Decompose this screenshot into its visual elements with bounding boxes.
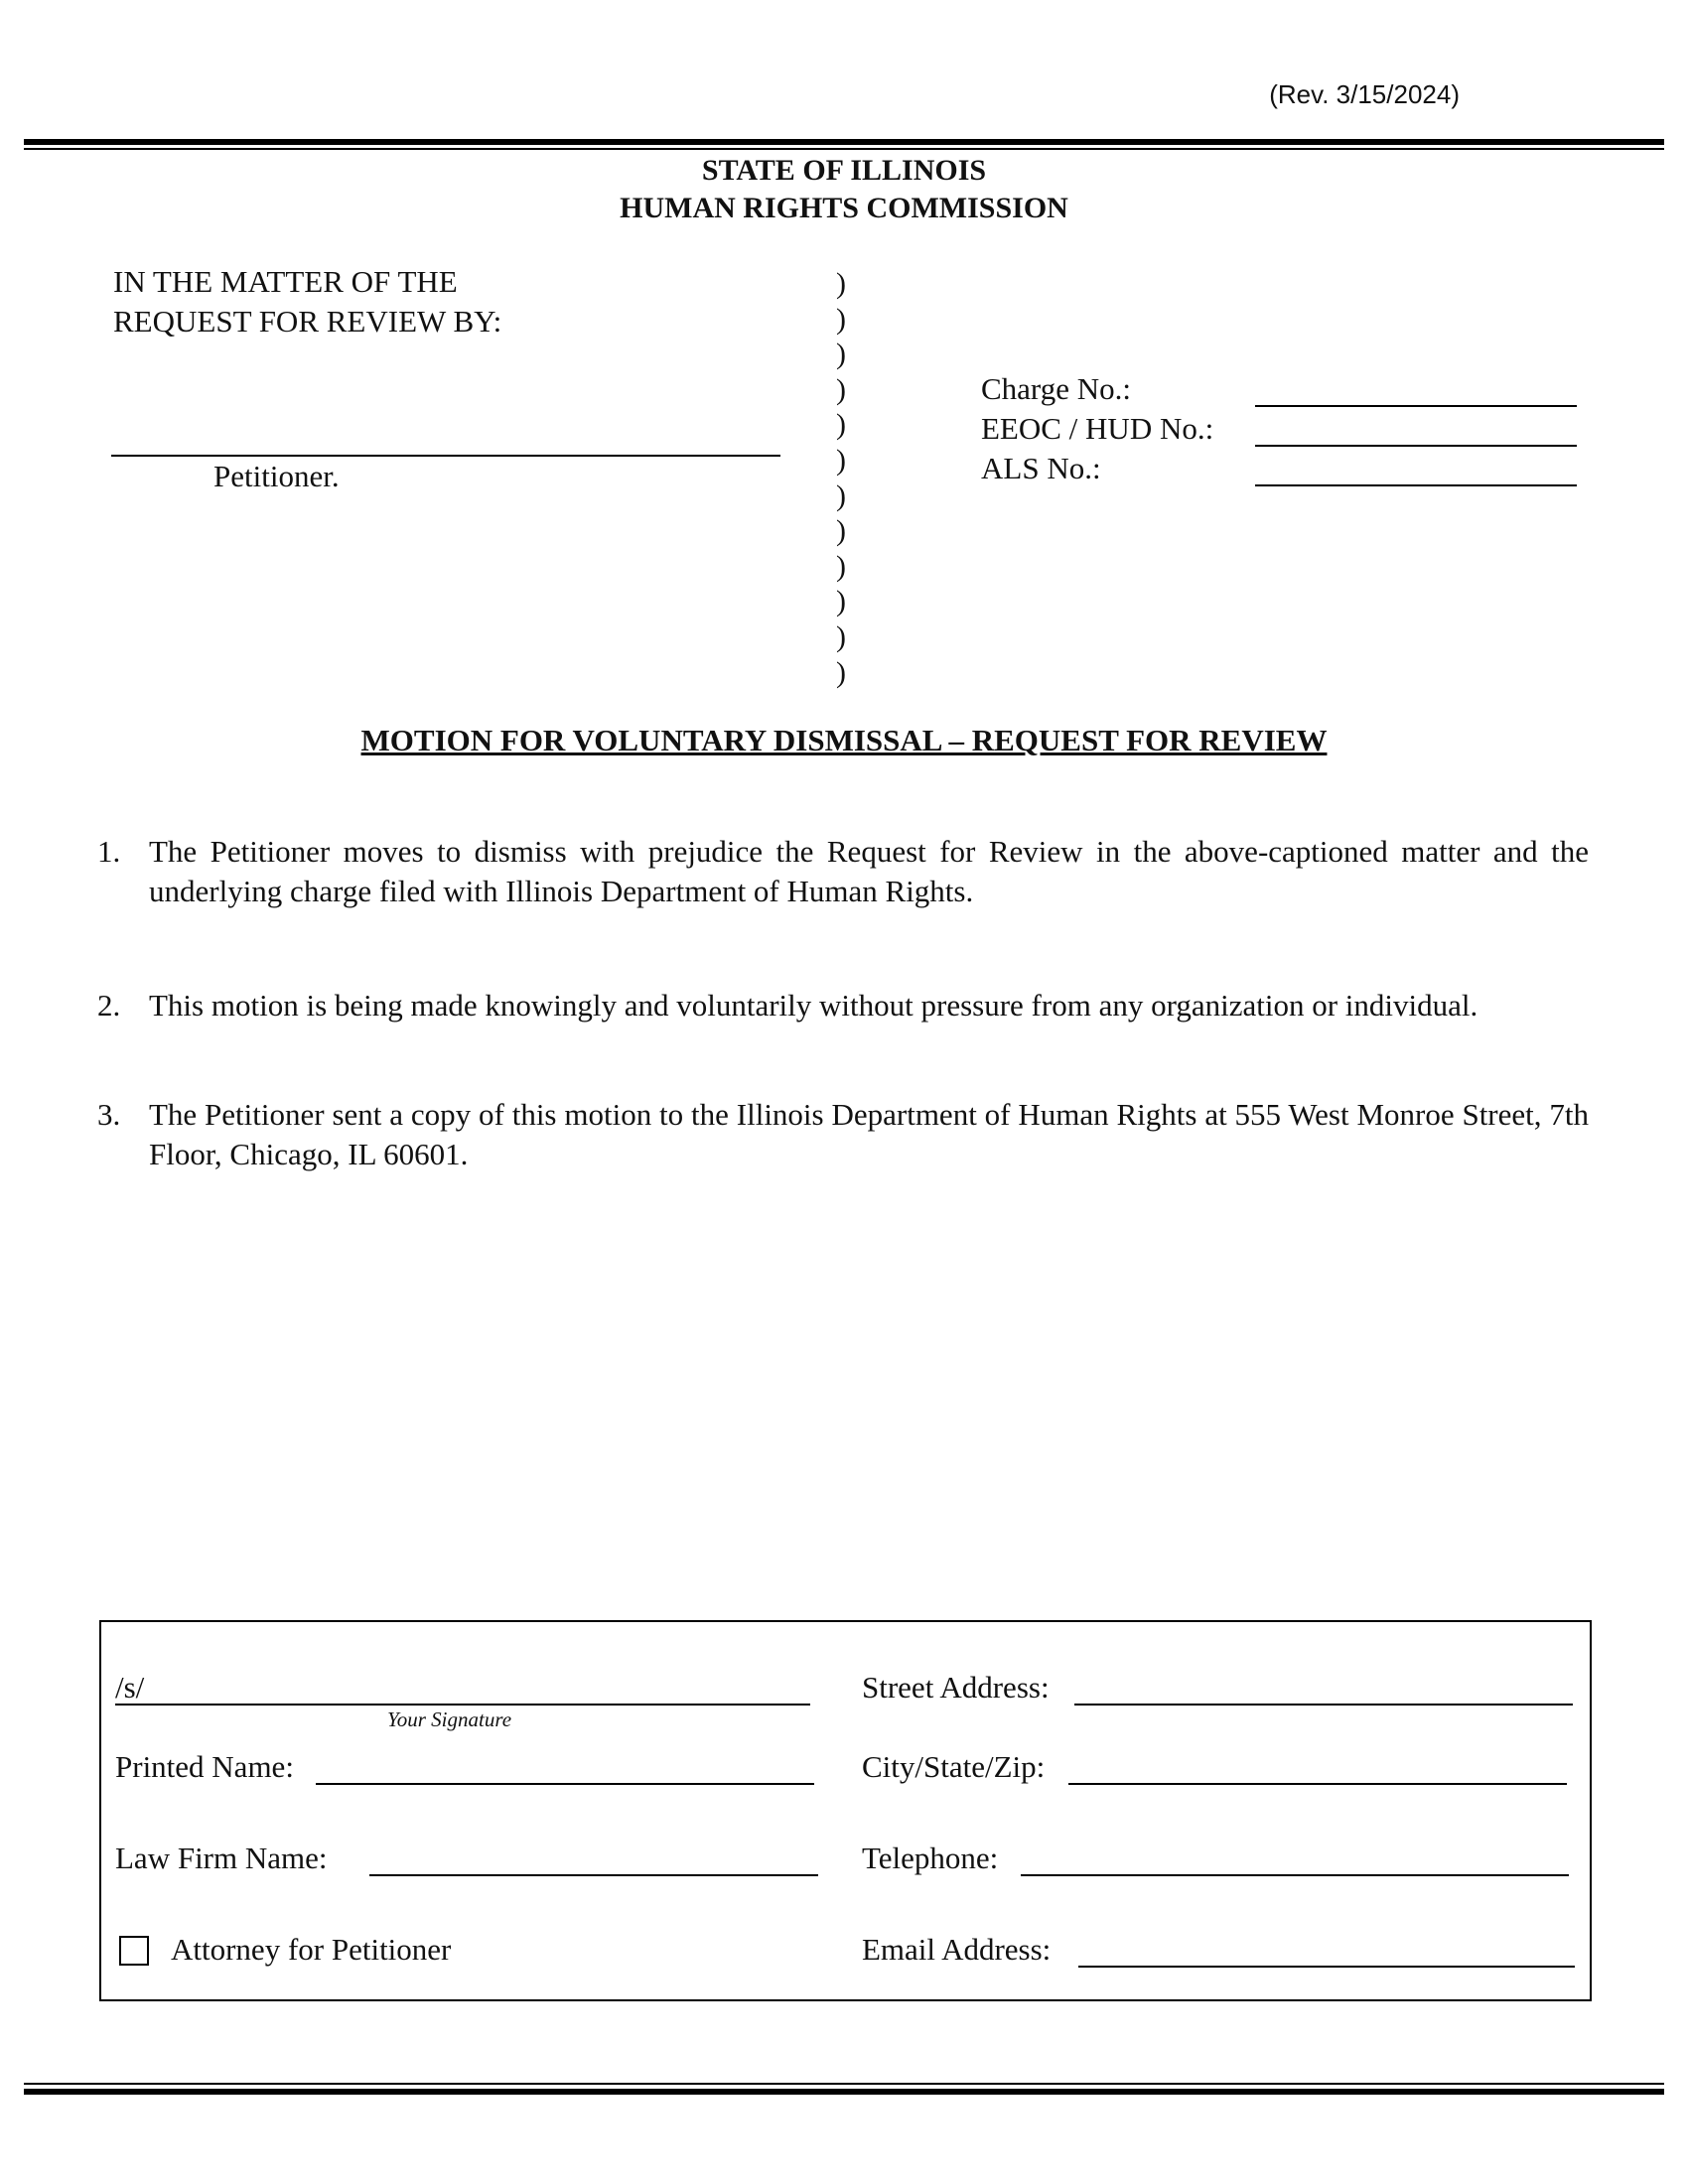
paragraph-number: 3. [97,1097,121,1132]
eeoc-hud-label: EEOC / HUD No.: [981,411,1214,446]
als-no-line[interactable] [1255,484,1577,486]
paren: ) [836,443,846,477]
law-firm-line[interactable] [369,1874,818,1876]
signature-prefix: /s/ [115,1670,145,1705]
signature-line[interactable] [115,1704,810,1706]
petitioner-label: Petitioner. [213,459,340,493]
printed-name-label: Printed Name: [115,1749,294,1784]
motion-title: MOTION FOR VOLUNTARY DISMISSAL – REQUEST FOR REVIEW [360,723,1328,757]
matter-line-2: REQUEST FOR REVIEW BY: [113,304,502,339]
paren: ) [836,619,846,653]
als-no-label: ALS No.: [981,451,1101,485]
paren: ) [836,372,846,406]
top-rule-thick [24,139,1664,145]
paren: ) [836,338,846,371]
paren: ) [836,302,846,336]
bottom-rule-thick [24,2089,1664,2095]
paragraph-1 [97,832,1589,911]
law-firm-label: Law Firm Name: [115,1841,328,1875]
attorney-checkbox[interactable] [119,1936,149,1966]
petitioner-name-line[interactable] [111,455,780,457]
paren: ) [836,585,846,618]
signature-caption: Your Signature [387,1707,512,1731]
street-address-line[interactable] [1074,1704,1573,1706]
paragraph-text: The Petitioner sent a copy of this motion to the Illinois Department of Human Rights at 555 West Monroe Street, 7th Floor, Chicago, IL 60601. [149,1097,1589,1171]
paragraph-number: 2. [97,988,121,1023]
revision-date: (Rev. 3/15/2024) [1269,79,1460,109]
matter-line-1: IN THE MATTER OF THE [113,264,458,299]
email-address-label: Email Address: [862,1932,1052,1967]
charge-no-line[interactable] [1255,405,1577,407]
top-rule-thin [24,148,1664,150]
bottom-rule-thin [24,2083,1664,2085]
paren: ) [836,655,846,689]
commission-heading: HUMAN RIGHTS COMMISSION [620,192,1068,224]
paragraph-2 [97,986,1589,1025]
telephone-line[interactable] [1021,1874,1569,1876]
city-state-zip-label: City/State/Zip: [862,1749,1046,1784]
telephone-label: Telephone: [862,1841,999,1875]
charge-no-label: Charge No.: [981,371,1131,406]
attorney-label: Attorney for Petitioner [171,1932,452,1967]
paren: ) [836,267,846,300]
printed-name-line[interactable] [316,1783,814,1785]
caption-parens [836,266,846,690]
paragraph-3 [97,1095,1589,1174]
paragraph-text: This motion is being made knowingly and voluntarily without pressure from any organization or individual. [149,988,1478,1023]
paragraph-number: 1. [97,834,121,869]
paren: ) [836,478,846,512]
paren: ) [836,408,846,442]
eeoc-hud-line[interactable] [1255,445,1577,447]
street-address-label: Street Address: [862,1670,1050,1705]
state-heading: STATE OF ILLINOIS [701,154,987,187]
paren: ) [836,514,846,548]
paren: ) [836,549,846,583]
city-state-zip-line[interactable] [1068,1783,1567,1785]
paragraph-text: The Petitioner moves to dismiss with prejudice the Request for Review in the above-captioned matter and the underlying charge filed with Illinois Department of Human Rights. [149,834,1589,908]
email-address-line[interactable] [1078,1966,1575,1968]
